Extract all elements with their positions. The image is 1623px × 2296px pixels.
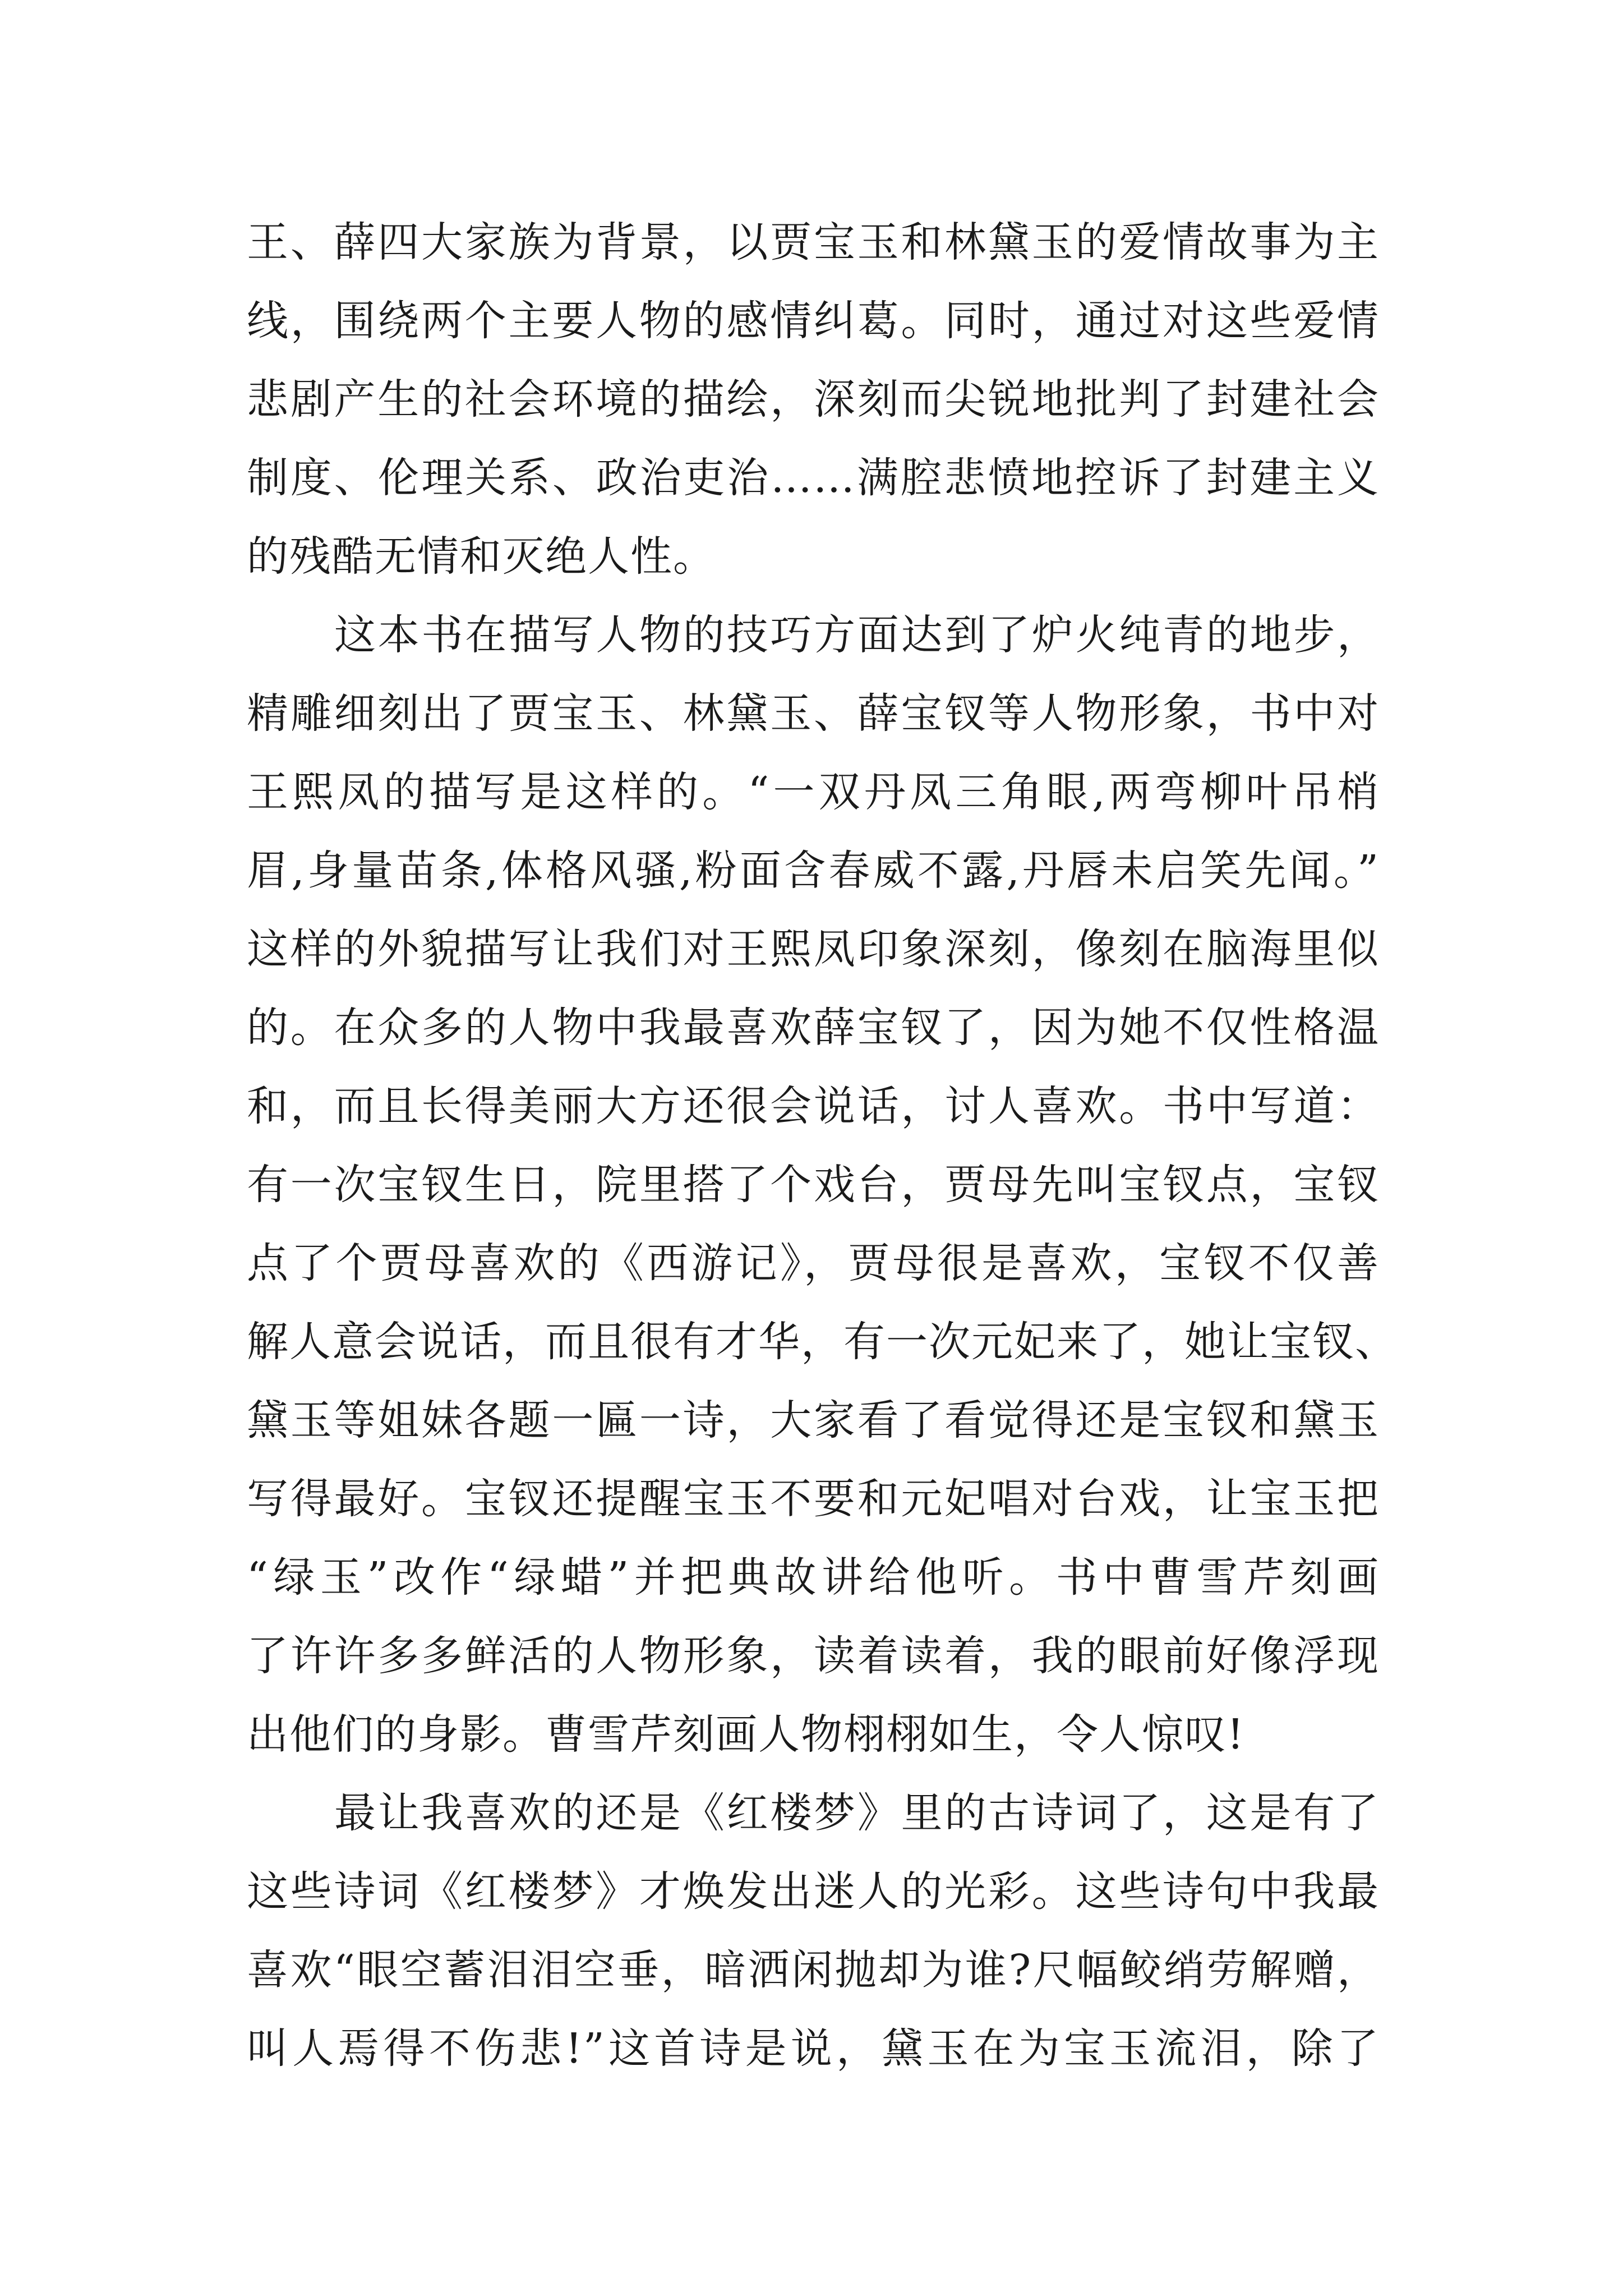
text-line: “绿玉”改作“绿蜡”并把典故讲给他听。书中曹雪芹刻画 xyxy=(247,1553,1380,1602)
text-line: 了许许多多鲜活的人物形象，读着读着，我的眼前好像浮现 xyxy=(247,1632,1380,1680)
text-line: 王熙凤的描写是这样的。“一双丹凤三角眼,两弯柳叶吊梢 xyxy=(247,768,1380,816)
text-line: 的残酷无情和灭绝人性。 xyxy=(247,532,716,581)
text-line: 出他们的身影。曹雪芹刻画人物栩栩如生，令人惊叹! xyxy=(247,1710,1245,1759)
text-line: 制度、伦理关系、政治吏治……满腔悲愤地控诉了封建主义 xyxy=(247,454,1380,502)
text-line: 精雕细刻出了贾宝玉、林黛玉、薛宝钗等人物形象，书中对 xyxy=(247,689,1380,738)
text-line: 这样的外貌描写让我们对王熙凤印象深刻，像刻在脑海里似 xyxy=(247,925,1380,973)
text-line: 这本书在描写人物的技巧方面达到了炉火纯青的地步， xyxy=(334,611,1380,659)
text-line: 最让我喜欢的还是《红楼梦》里的古诗词了，这是有了 xyxy=(334,1789,1380,1837)
text-line: 写得最好。宝钗还提醒宝玉不要和元妃唱对台戏，让宝玉把 xyxy=(247,1475,1380,1523)
text-line: 黛玉等姐妹各题一匾一诗，大家看了看觉得还是宝钗和黛玉 xyxy=(247,1396,1380,1444)
text-line: 王、薛四大家族为背景，以贾宝玉和林黛玉的爱情故事为主 xyxy=(247,218,1380,266)
text-line: 的。在众多的人物中我最喜欢薛宝钗了，因为她不仅性格温 xyxy=(247,1004,1380,1052)
body-text xyxy=(247,203,1398,2088)
text-line: 有一次宝钗生日，院里搭了个戏台，贾母先叫宝钗点，宝钗 xyxy=(247,1161,1380,1209)
text-line: 悲剧产生的社会环境的描绘，深刻而尖锐地批判了封建社会 xyxy=(247,375,1380,424)
text-line: 这些诗词《红楼梦》才焕发出迷人的光彩。这些诗句中我最 xyxy=(247,1867,1380,1916)
text-line: 解人意会说话，而且很有才华，有一次元妃来了，她让宝钗、 xyxy=(247,1318,1398,1366)
paragraph-1 xyxy=(247,203,1380,596)
text-line: 叫人焉得不伤悲!”这首诗是说，黛玉在为宝玉流泪，除了 xyxy=(247,2024,1380,2073)
paragraph-2 xyxy=(247,596,1398,1774)
text-line: 线，围绕两个主要人物的感情纠葛。同时，通过对这些爱情 xyxy=(247,297,1380,345)
text-line: 喜欢“眼空蓄泪泪空垂，暗洒闲抛却为谁?尺幅鲛绡劳解赠， xyxy=(247,1946,1380,1994)
text-line: 和，而且长得美丽大方还很会说话，讨人喜欢。书中写道： xyxy=(247,1082,1380,1130)
text-line: 点了个贾母喜欢的《西游记》，贾母很是喜欢，宝钗不仅善 xyxy=(247,1239,1380,1287)
text-line: 眉,身量苗条,体格风骚,粉面含春威不露,丹唇未启笑先闻。” xyxy=(247,846,1380,895)
paragraph-3 xyxy=(247,1774,1380,2088)
